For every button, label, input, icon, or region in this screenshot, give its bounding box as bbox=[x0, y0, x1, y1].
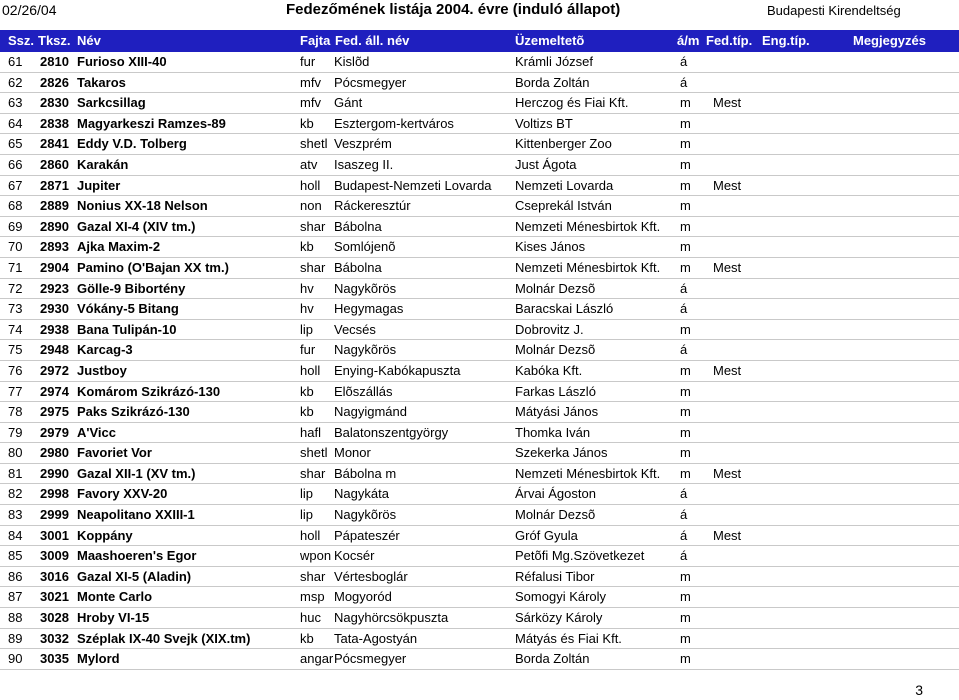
row-name: Gazal XII-1 (XV tm.) bbox=[77, 465, 196, 481]
row-breed: hv bbox=[300, 301, 314, 317]
row-tksz: 2923 bbox=[40, 280, 69, 296]
table-row bbox=[0, 52, 959, 73]
row-fedtip: Mest bbox=[713, 527, 742, 543]
row-operator: Molnár Dezsõ bbox=[515, 280, 596, 296]
row-operator: Árvai Ágoston bbox=[515, 486, 596, 502]
row-breed: shar bbox=[300, 259, 326, 275]
row-name: Favory XXV-20 bbox=[77, 486, 168, 502]
row-tksz: 2893 bbox=[40, 239, 69, 255]
table-row bbox=[0, 443, 959, 464]
row-name: Justboy bbox=[77, 362, 127, 378]
row-am: m bbox=[680, 156, 691, 172]
row-station: Bábolna bbox=[334, 259, 382, 275]
row-tksz: 2889 bbox=[40, 198, 69, 214]
row-tksz: 2930 bbox=[40, 301, 69, 317]
row-name: Bana Tulipán-10 bbox=[77, 321, 177, 337]
table-row bbox=[0, 423, 959, 444]
row-tksz: 2990 bbox=[40, 465, 69, 481]
row-tksz: 2980 bbox=[40, 445, 69, 461]
row-ssz: 75 bbox=[8, 342, 23, 358]
row-station: Enying-Kabókapuszta bbox=[334, 362, 461, 378]
row-breed: shar bbox=[300, 465, 326, 481]
row-tksz: 3009 bbox=[40, 548, 69, 564]
row-am: á bbox=[680, 507, 688, 523]
table-row bbox=[0, 382, 959, 403]
row-breed: lip bbox=[300, 507, 314, 523]
row-station: Nagyigmánd bbox=[334, 404, 407, 420]
row-station: Nagykõrös bbox=[334, 342, 397, 358]
row-ssz: 66 bbox=[8, 156, 23, 172]
row-breed: fur bbox=[300, 54, 316, 69]
col-nev: Név bbox=[77, 33, 101, 48]
row-operator: Krámli József bbox=[515, 54, 594, 69]
row-fedtip: Mest bbox=[713, 362, 742, 378]
row-name: Vókány-5 Bitang bbox=[77, 301, 179, 317]
row-name: Nonius XX-18 Nelson bbox=[77, 198, 208, 214]
row-am: á bbox=[680, 342, 688, 358]
row-breed: lip bbox=[300, 321, 314, 337]
row-operator: Farkas László bbox=[515, 383, 596, 399]
row-breed: kb bbox=[300, 239, 314, 255]
row-tksz: 3001 bbox=[40, 527, 69, 543]
row-tksz: 3021 bbox=[40, 589, 69, 605]
row-station: Bábolna bbox=[334, 218, 382, 234]
row-am: m bbox=[680, 218, 691, 234]
row-tksz: 2871 bbox=[40, 177, 69, 193]
row-tksz: 2999 bbox=[40, 507, 69, 523]
row-name: Komárom Szikrázó-130 bbox=[77, 383, 221, 399]
col-fedtip: Fed.típ. bbox=[706, 33, 753, 48]
row-am: m bbox=[680, 465, 691, 481]
row-ssz: 64 bbox=[8, 115, 23, 131]
table-row bbox=[0, 340, 959, 361]
row-name: Hroby VI-15 bbox=[77, 610, 150, 626]
table-row bbox=[0, 279, 959, 300]
row-operator: Réfalusi Tibor bbox=[515, 568, 595, 584]
row-operator: Voltizs BT bbox=[515, 115, 573, 131]
row-ssz: 74 bbox=[8, 321, 23, 337]
row-operator: Molnár Dezsõ bbox=[515, 342, 596, 358]
row-tksz: 2998 bbox=[40, 486, 69, 502]
row-ssz: 63 bbox=[8, 95, 23, 111]
row-breed: holl bbox=[300, 177, 321, 193]
table-row bbox=[0, 299, 959, 320]
row-tksz: 3016 bbox=[40, 568, 69, 584]
row-ssz: 83 bbox=[8, 507, 23, 523]
row-station: Mogyoród bbox=[334, 589, 392, 605]
row-ssz: 61 bbox=[8, 54, 23, 69]
row-am: m bbox=[680, 95, 691, 111]
row-name: Sarkcsillag bbox=[77, 95, 146, 111]
row-tksz: 2975 bbox=[40, 404, 69, 420]
row-station: Pápateszér bbox=[334, 527, 400, 543]
row-name: Maashoeren's Egor bbox=[77, 548, 197, 564]
row-name: Karcag-3 bbox=[77, 342, 133, 358]
table-row bbox=[0, 526, 959, 547]
row-name: Gazal XI-4 (XIV tm.) bbox=[77, 218, 196, 234]
table-row bbox=[0, 629, 959, 650]
row-operator: Just Ágota bbox=[515, 156, 577, 172]
report-title: Fedezőmének listája 2004. évre (induló állapot) bbox=[286, 1, 621, 18]
row-am: m bbox=[680, 424, 691, 440]
row-operator: Thomka Iván bbox=[515, 424, 591, 440]
row-am: m bbox=[680, 568, 691, 584]
table-row bbox=[0, 93, 959, 114]
row-tksz: 2830 bbox=[40, 95, 69, 111]
row-breed: kb bbox=[300, 115, 314, 131]
row-am: m bbox=[680, 445, 691, 461]
table-row bbox=[0, 114, 959, 135]
col-uzemelteto: Üzemeltetõ bbox=[515, 33, 585, 48]
row-ssz: 84 bbox=[8, 527, 23, 543]
row-ssz: 79 bbox=[8, 424, 23, 440]
row-am: á bbox=[680, 486, 688, 502]
row-name: Mylord bbox=[77, 651, 120, 667]
row-breed: mfv bbox=[300, 74, 321, 90]
row-operator: Sárközy Károly bbox=[515, 610, 603, 626]
row-am: m bbox=[680, 362, 691, 378]
row-operator: Nemzeti Ménesbirtok Kft. bbox=[515, 465, 661, 481]
row-breed: shar bbox=[300, 568, 326, 584]
table-row bbox=[0, 320, 959, 341]
row-name: Furioso XIII-40 bbox=[77, 54, 167, 69]
row-am: m bbox=[680, 177, 691, 193]
row-operator: Nemzeti Lovarda bbox=[515, 177, 614, 193]
col-am: á/m bbox=[677, 33, 700, 48]
row-station: Esztergom-kertváros bbox=[334, 115, 454, 131]
col-ssz: Ssz. bbox=[8, 33, 35, 48]
row-am: m bbox=[680, 198, 691, 214]
row-tksz: 2948 bbox=[40, 342, 69, 358]
report-header bbox=[0, 0, 959, 22]
row-tksz: 2810 bbox=[40, 54, 69, 69]
table-row bbox=[0, 196, 959, 217]
row-ssz: 82 bbox=[8, 486, 23, 502]
row-breed: kb bbox=[300, 404, 314, 420]
row-station: Vecsés bbox=[334, 321, 376, 337]
row-am: á bbox=[680, 527, 688, 543]
row-station: Budapest-Nemzeti Lovarda bbox=[334, 177, 492, 193]
row-am: m bbox=[680, 610, 691, 626]
row-fedtip: Mest bbox=[713, 465, 742, 481]
row-operator: Kises János bbox=[515, 239, 586, 255]
row-ssz: 70 bbox=[8, 239, 23, 255]
row-ssz: 68 bbox=[8, 198, 23, 214]
row-fedtip: Mest bbox=[713, 177, 742, 193]
row-station: Tata-Agostyán bbox=[334, 630, 418, 646]
row-operator: Petõfi Mg.Szövetkezet bbox=[515, 548, 645, 564]
row-station: Pócsmegyer bbox=[334, 74, 407, 90]
table-row bbox=[0, 361, 959, 382]
row-operator: Szekerka János bbox=[515, 445, 608, 461]
row-tksz: 3032 bbox=[40, 630, 69, 646]
row-name: Pamino (O'Bajan XX tm.) bbox=[77, 259, 229, 275]
row-name: Takaros bbox=[77, 74, 126, 90]
row-tksz: 2974 bbox=[40, 383, 69, 399]
row-station: Nagykõrös bbox=[334, 507, 397, 523]
row-tksz: 2979 bbox=[40, 424, 69, 440]
row-operator: Molnár Dezsõ bbox=[515, 507, 596, 523]
row-operator: Borda Zoltán bbox=[515, 74, 590, 90]
row-station: Nagykáta bbox=[334, 486, 389, 502]
row-breed: non bbox=[300, 198, 322, 214]
row-name: Jupiter bbox=[77, 177, 121, 193]
row-name: A'Vicc bbox=[77, 424, 116, 440]
row-breed: huc bbox=[300, 610, 321, 626]
table-row bbox=[0, 402, 959, 423]
row-breed: mfv bbox=[300, 95, 321, 111]
row-operator: Borda Zoltán bbox=[515, 651, 590, 667]
row-am: á bbox=[680, 54, 688, 69]
row-ssz: 85 bbox=[8, 548, 23, 564]
table-row bbox=[0, 73, 959, 94]
row-ssz: 76 bbox=[8, 362, 23, 378]
row-operator: Gróf Gyula bbox=[515, 527, 578, 543]
col-fed-all-nev: Fed. áll. név bbox=[335, 33, 410, 48]
row-fedtip: Mest bbox=[713, 95, 742, 111]
table-row bbox=[0, 567, 959, 588]
row-station: Veszprém bbox=[334, 136, 392, 152]
table-row bbox=[0, 546, 959, 567]
row-station: Balatonszentgyörgy bbox=[334, 424, 449, 440]
row-name: Neapolitano XXIII-1 bbox=[77, 507, 195, 523]
row-station: Pócsmegyer bbox=[334, 651, 407, 667]
row-ssz: 90 bbox=[8, 651, 23, 667]
row-am: á bbox=[680, 280, 688, 296]
row-name: Karakán bbox=[77, 156, 129, 172]
row-am: m bbox=[680, 383, 691, 399]
row-station: Ráckeresztúr bbox=[334, 198, 411, 214]
row-breed: hv bbox=[300, 280, 314, 296]
row-ssz: 80 bbox=[8, 445, 23, 461]
row-operator: Kabóka Kft. bbox=[515, 362, 583, 378]
column-header-bar bbox=[0, 30, 959, 52]
table-row bbox=[0, 649, 959, 670]
page-number: 3 bbox=[915, 682, 923, 698]
row-tksz: 2938 bbox=[40, 321, 69, 337]
row-ssz: 73 bbox=[8, 301, 23, 317]
row-breed: holl bbox=[300, 362, 321, 378]
row-ssz: 65 bbox=[8, 136, 23, 152]
row-ssz: 67 bbox=[8, 177, 23, 193]
table-row bbox=[0, 484, 959, 505]
row-operator: Dobrovitz J. bbox=[515, 321, 584, 337]
row-ssz: 88 bbox=[8, 610, 23, 626]
row-name: Széplak IX-40 Svejk (XIX.tm) bbox=[77, 630, 251, 646]
row-breed: msp bbox=[300, 589, 325, 605]
stallion-table bbox=[0, 52, 959, 670]
col-tksz: Tksz. bbox=[38, 33, 71, 48]
row-ssz: 69 bbox=[8, 218, 23, 234]
row-operator: Mátyási János bbox=[515, 404, 599, 420]
row-operator: Nemzeti Ménesbirtok Kft. bbox=[515, 218, 661, 234]
row-station: Somlójenõ bbox=[334, 239, 396, 255]
table-row bbox=[0, 176, 959, 197]
row-breed: shetl bbox=[300, 445, 328, 461]
row-breed: shetl bbox=[300, 136, 328, 152]
row-ssz: 72 bbox=[8, 280, 23, 296]
row-breed: kb bbox=[300, 630, 314, 646]
report-date: 02/26/04 bbox=[2, 2, 57, 18]
row-am: á bbox=[680, 301, 688, 317]
row-ssz: 86 bbox=[8, 568, 23, 584]
row-breed: lip bbox=[300, 486, 314, 502]
row-fedtip: Mest bbox=[713, 259, 742, 275]
row-breed: atv bbox=[300, 156, 318, 172]
table-row bbox=[0, 155, 959, 176]
row-name: Favoriet Vor bbox=[77, 445, 152, 461]
row-am: m bbox=[680, 404, 691, 420]
row-am: m bbox=[680, 651, 691, 667]
row-station: Monor bbox=[334, 445, 371, 461]
row-am: m bbox=[680, 630, 691, 646]
row-am: m bbox=[680, 136, 691, 152]
col-fajta: Fajta bbox=[300, 33, 331, 48]
row-ssz: 87 bbox=[8, 589, 23, 605]
row-ssz: 62 bbox=[8, 74, 23, 90]
table-row bbox=[0, 258, 959, 279]
row-station: Gánt bbox=[334, 95, 363, 111]
row-operator: Mátyás és Fiai Kft. bbox=[515, 630, 622, 646]
row-ssz: 71 bbox=[8, 259, 23, 275]
table-row bbox=[0, 587, 959, 608]
row-station: Isaszeg II. bbox=[334, 156, 394, 172]
row-operator: Cseprekál István bbox=[515, 198, 612, 214]
row-tksz: 3028 bbox=[40, 610, 69, 626]
row-am: m bbox=[680, 115, 691, 131]
row-breed: wpon bbox=[300, 548, 332, 564]
row-name: Koppány bbox=[77, 527, 133, 543]
row-operator: Nemzeti Ménesbirtok Kft. bbox=[515, 259, 661, 275]
row-ssz: 89 bbox=[8, 630, 23, 646]
row-ssz: 81 bbox=[8, 465, 23, 481]
row-breed: fur bbox=[300, 342, 316, 358]
row-station: Elõszállás bbox=[334, 383, 393, 399]
table-row bbox=[0, 134, 959, 155]
row-tksz: 2972 bbox=[40, 362, 69, 378]
row-station: Kislõd bbox=[334, 54, 370, 69]
row-operator: Herczog és Fiai Kft. bbox=[515, 95, 629, 111]
row-station: Hegymagas bbox=[334, 301, 404, 317]
table-row bbox=[0, 608, 959, 629]
row-am: á bbox=[680, 74, 688, 90]
row-station: Vértesboglár bbox=[334, 568, 408, 584]
table-row bbox=[0, 505, 959, 526]
row-breed: shar bbox=[300, 218, 326, 234]
row-tksz: 2838 bbox=[40, 115, 69, 131]
row-name: Gazal XI-5 (Aladin) bbox=[77, 568, 192, 584]
row-tksz: 2841 bbox=[40, 136, 69, 152]
row-station: Bábolna m bbox=[334, 465, 397, 481]
row-ssz: 78 bbox=[8, 404, 23, 420]
row-operator: Kittenberger Zoo bbox=[515, 136, 612, 152]
row-ssz: 77 bbox=[8, 383, 23, 399]
row-breed: hafl bbox=[300, 424, 321, 440]
row-name: Ajka Maxim-2 bbox=[77, 239, 161, 255]
row-station: Nagyhörcsökpuszta bbox=[334, 610, 449, 626]
row-name: Paks Szikrázó-130 bbox=[77, 404, 190, 420]
row-name: Eddy V.D. Tolberg bbox=[77, 136, 187, 152]
row-breed: angar bbox=[300, 651, 334, 667]
row-station: Kocsér bbox=[334, 548, 375, 564]
row-am: m bbox=[680, 239, 691, 255]
row-breed: kb bbox=[300, 383, 314, 399]
row-tksz: 2904 bbox=[40, 259, 69, 275]
row-am: á bbox=[680, 548, 688, 564]
row-breed: holl bbox=[300, 527, 321, 543]
row-station: Nagykõrös bbox=[334, 280, 397, 296]
row-name: Magyarkeszi Ramzes-89 bbox=[77, 115, 226, 131]
row-operator: Baracskai László bbox=[515, 301, 614, 317]
table-row bbox=[0, 237, 959, 258]
row-am: m bbox=[680, 321, 691, 337]
row-tksz: 2860 bbox=[40, 156, 69, 172]
row-name: Gölle-9 Bibortény bbox=[77, 280, 186, 296]
col-engtip: Eng.típ. bbox=[762, 33, 810, 48]
row-tksz: 2890 bbox=[40, 218, 69, 234]
col-megjegyzes: Megjegyzés bbox=[853, 33, 926, 48]
table-row bbox=[0, 464, 959, 485]
row-name: Monte Carlo bbox=[77, 589, 153, 605]
row-tksz: 2826 bbox=[40, 74, 69, 90]
row-am: m bbox=[680, 259, 691, 275]
row-tksz: 3035 bbox=[40, 651, 69, 667]
office-name: Budapesti Kirendeltség bbox=[767, 3, 901, 18]
row-operator: Somogyi Károly bbox=[515, 589, 607, 605]
table-row bbox=[0, 217, 959, 238]
row-am: m bbox=[680, 589, 691, 605]
